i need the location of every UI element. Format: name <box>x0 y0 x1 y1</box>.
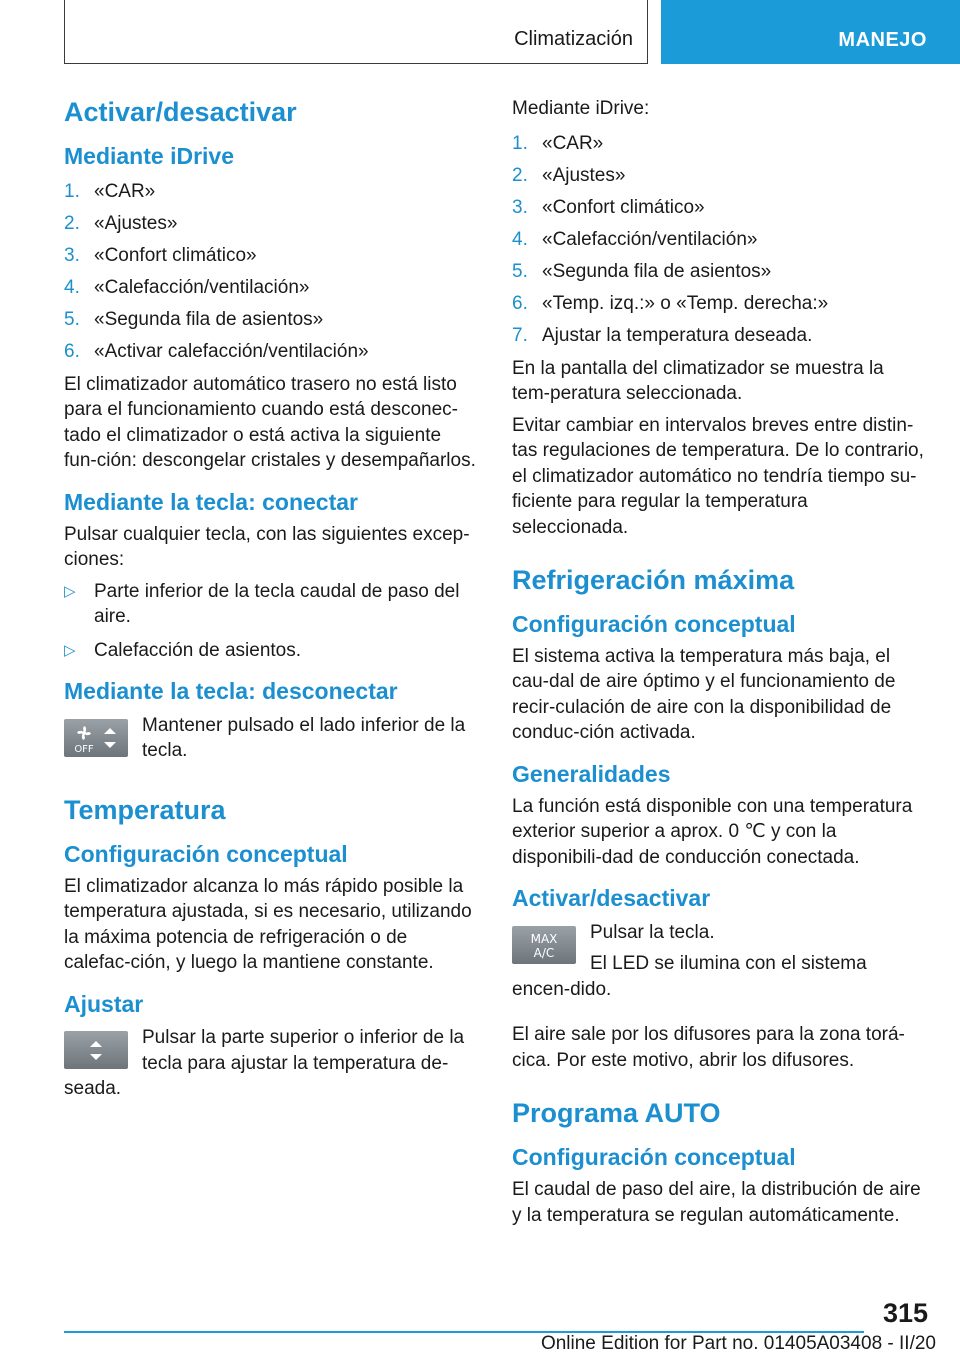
step-number: 4. <box>512 228 528 250</box>
right-column <box>512 96 926 1234</box>
step-text: «Activar calefacción/ventilación» <box>94 340 369 362</box>
heading-config-conceptual-3: Configuración conceptual <box>512 1144 796 1171</box>
list-item <box>512 320 926 352</box>
idrive-steps-list <box>64 176 478 368</box>
step-number: 1. <box>64 180 80 202</box>
max-ac-label-icon <box>512 926 576 964</box>
paragraph-aire-sale: El aire sale por los difusores para la zona torá‐cica. Por este motivo, abrir los difusores. <box>512 1024 905 1071</box>
step-number: 3. <box>512 196 528 218</box>
temp-key-row <box>64 1025 478 1108</box>
page-header <box>0 0 960 66</box>
paragraph-led: El LED se ilumina con el sistema encen‐dido. <box>512 953 867 1000</box>
step-text: «Calefacción/ventilación» <box>542 228 758 250</box>
max-ac-key-row <box>512 920 926 1009</box>
temperature-up-down-key-icon <box>64 1031 128 1069</box>
paragraph-auto-trasero: El climatizador automático trasero no está listo para el funcionamiento cuando está desconec‐tado el climatizador o está activa la siguiente fun‐ción: descongelar cristales y desempañarlos. <box>64 373 476 472</box>
step-number: 1. <box>512 132 528 154</box>
heading-generalidades: Generalidades <box>512 760 671 787</box>
list-item <box>512 224 926 256</box>
bullet-text: Parte inferior de la tecla caudal de paso del aire. <box>94 580 460 628</box>
arrow-down-icon <box>104 742 116 748</box>
bullet-text: Calefacción de asientos. <box>94 639 302 661</box>
up-down-arrows-icon <box>64 1031 128 1069</box>
step-number: 7. <box>512 324 528 346</box>
heading-tecla-conectar: Mediante la tecla: conectar <box>64 488 358 515</box>
arrow-down-icon <box>90 1054 102 1060</box>
list-item <box>64 638 478 664</box>
step-number: 5. <box>512 260 528 282</box>
fan-icon <box>64 719 128 757</box>
arrow-up-icon <box>90 1041 102 1047</box>
heading-tecla-desconectar: Mediante la tecla: desconectar <box>64 678 398 705</box>
max-ac-key-icon <box>512 926 576 964</box>
list-item <box>64 272 478 304</box>
step-text: «CAR» <box>542 132 604 154</box>
list-item <box>512 128 926 160</box>
arrow-up-icon <box>104 728 116 734</box>
list-item <box>64 304 478 336</box>
heading-programa-auto: Programa AUTO <box>512 1098 721 1129</box>
step-number: 2. <box>512 164 528 186</box>
ac-label: A/C <box>533 945 555 960</box>
step-text: «Confort climático» <box>94 244 257 266</box>
paragraph-config-3: El caudal de paso del aire, la distribución de aire y la temperatura se regulan automáticamente. <box>512 1179 921 1226</box>
step-text: «Ajustes» <box>94 212 178 234</box>
section-title-text: Climatización <box>514 28 633 50</box>
paragraph-config-1: El climatizador alcanza lo más rápido posible la temperatura ajustada, si es necesario, utilizando la máxima potencia de refrigeración o de calefac‐ción, y luego la mantiene constante. <box>64 875 472 974</box>
list-item <box>64 579 478 630</box>
step-text: «Confort climático» <box>542 196 705 218</box>
paragraph-pulsar-tecla: Pulsar la tecla. <box>590 921 715 943</box>
step-text: «CAR» <box>94 180 156 202</box>
step-number: 3. <box>64 244 80 266</box>
step-number: 4. <box>64 276 80 298</box>
exceptions-list <box>64 579 478 664</box>
paragraph-pantalla: En la pantalla del climatizador se muestra la tem‐peratura seleccionada. <box>512 357 884 404</box>
left-column <box>64 96 478 1116</box>
step-text: «Temp. izq.:» o «Temp. derecha:» <box>542 292 829 314</box>
list-item <box>64 176 478 208</box>
step-text: Ajustar la temperatura deseada. <box>542 324 813 346</box>
paragraph-mediante-idrive: Mediante iDrive: <box>512 98 650 119</box>
step-text: «Calefacción/ventilación» <box>94 276 310 298</box>
heading-ajustar: Ajustar <box>64 990 144 1017</box>
heading-config-conceptual-2: Configuración conceptual <box>512 610 796 637</box>
paragraph-generalidades: La función está disponible con una temperatura exterior superior a aprox. 0 ℃ y con la disponibili‐dad de conducción conectada. <box>512 795 913 868</box>
heading-activar-desactivar: Activar/desactivar <box>64 97 297 127</box>
list-item <box>512 256 926 288</box>
temperature-steps-list <box>512 128 926 352</box>
heading-temperatura: Temperatura <box>64 794 226 825</box>
list-item <box>64 208 478 240</box>
fan-off-key-icon <box>64 719 128 757</box>
heading-refrigeracion-maxima: Refrigeración máxima <box>512 565 795 595</box>
list-item <box>512 192 926 224</box>
paragraph-config-2: El sistema activa la temperatura más baja, el cau‐dal de aire óptimo y el funcionamiento de recir‐culación de aire con la disponibilidad de conduc‐ción activada. <box>512 645 896 744</box>
step-text: «Segunda fila de asientos» <box>94 308 324 330</box>
fan-off-key-row <box>64 713 478 770</box>
heading-mediante-idrive: Mediante iDrive <box>64 142 234 169</box>
step-number: 6. <box>64 340 80 362</box>
paragraph-evitar: Evitar cambiar en intervalos breves entre distin‐tas regulaciones de temperatura. De lo contrario, el climatizador automático no tendría tiempo su‐ficiente para regular la temperatura seleccionada. <box>512 414 924 538</box>
paragraph-pulsar-cualquier: Pulsar cualquier tecla, con las siguientes excep‐ciones: <box>64 523 470 571</box>
page-number: 315 <box>882 1298 928 1328</box>
chapter-tab-label: MANEJO <box>838 29 927 51</box>
section-title <box>64 0 648 64</box>
triangle-bullet-icon: ▷ <box>64 582 76 600</box>
heading-activar-desactivar-2: Activar/desactivar <box>512 885 711 912</box>
step-text: «Ajustes» <box>542 164 626 186</box>
edition-text: Online Edition for Part no. 01405A03408 - II/20 <box>540 1333 936 1354</box>
step-text: «Segunda fila de asientos» <box>542 260 772 282</box>
list-item <box>64 336 478 368</box>
paragraph-ajustar: Pulsar la parte superior o inferior de la tecla para ajustar la temperatura de‐seada. <box>64 1027 465 1100</box>
triangle-bullet-icon: ▷ <box>64 641 76 659</box>
chapter-tab[interactable] <box>661 0 960 64</box>
list-item <box>512 288 926 320</box>
step-number: 5. <box>64 308 80 330</box>
step-number: 2. <box>64 212 80 234</box>
max-label: MAX <box>530 931 558 946</box>
heading-config-conceptual-1: Configuración conceptual <box>64 840 348 867</box>
paragraph-mantener: Mantener pulsado el lado inferior de la tecla. <box>142 714 466 762</box>
step-number: 6. <box>512 292 528 314</box>
off-label: OFF <box>74 743 94 755</box>
list-item <box>64 240 478 272</box>
list-item <box>512 160 926 192</box>
